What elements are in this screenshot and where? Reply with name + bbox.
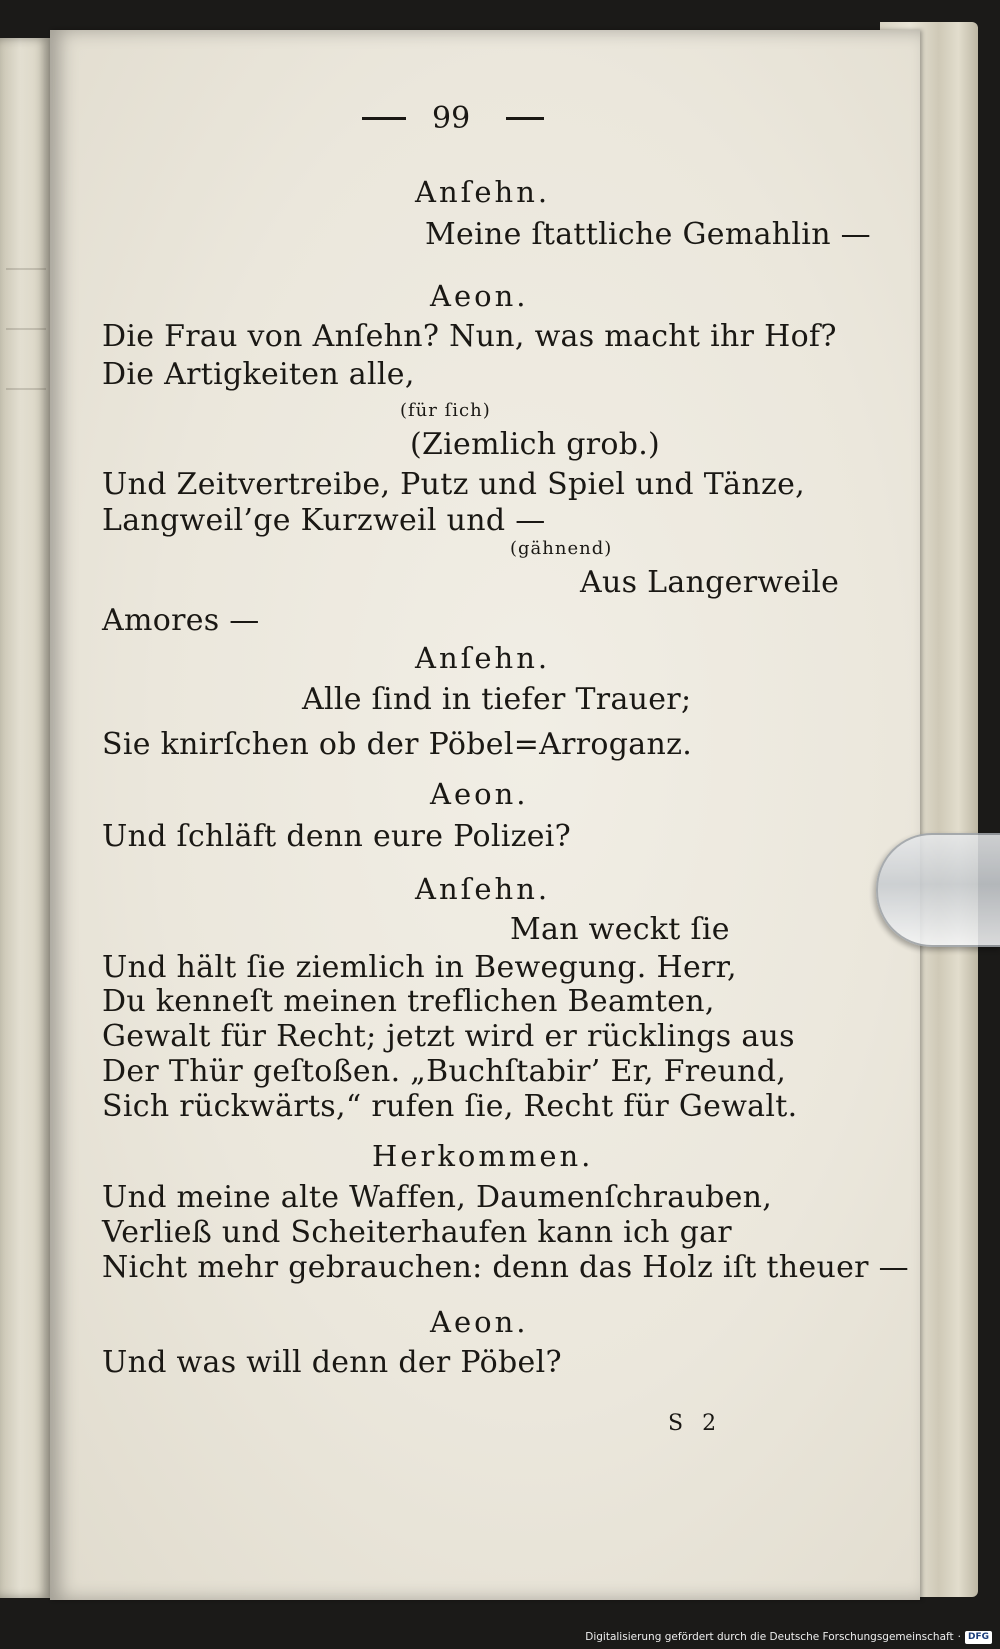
verse-line: Und was will denn der Pöbel? <box>102 1345 562 1380</box>
verse-line: Meine ſtattliche Gemahlin — <box>425 217 871 252</box>
signature-mark: S 2 <box>668 1411 723 1436</box>
verse-line: Du kenneſt meinen treflichen Beamten, <box>102 984 715 1019</box>
verse-line: Aus Langerweile <box>580 565 840 600</box>
verse-line: Man weckt ſie <box>510 912 730 947</box>
speaker-name: Aeon. <box>430 1305 529 1339</box>
book-page <box>50 30 920 1600</box>
digitization-credit <box>585 1629 992 1645</box>
verse-line: Alle ſind in tiefer Trauer; <box>302 682 692 717</box>
dfg-logo: DFG <box>965 1631 992 1644</box>
verse-line: Gewalt für Recht; jetzt wird er rücklings aus <box>102 1019 795 1054</box>
speaker-name: Anſehn. <box>415 641 551 675</box>
page-number: 99 <box>432 101 471 136</box>
left-page-edge <box>0 38 50 1598</box>
bleed-through-mark <box>6 328 46 330</box>
bleed-through-mark <box>6 388 46 390</box>
verse-line: Amores — <box>102 603 260 638</box>
verse-line: Langweil’ge Kurzweil und — <box>102 503 546 538</box>
speaker-name: Anſehn. <box>415 872 551 906</box>
verse-line: Und ſchläft denn eure Polizei? <box>102 819 572 854</box>
speaker-name: Aeon. <box>430 777 529 811</box>
stage-direction: (für ſich) <box>400 400 491 421</box>
bleed-through-mark <box>6 268 46 270</box>
verse-line: Der Thür geſtoßen. „Buchſtabir’ Er, Freund, <box>102 1054 787 1089</box>
verse-line: (Ziemlich grob.) <box>410 427 661 462</box>
verse-line: Und hält ſie ziemlich in Bewegung. Herr, <box>102 950 737 985</box>
credit-text: Digitalisierung gefördert durch die Deutsche Forschungsgemeinschaft <box>585 1631 954 1643</box>
speaker-name: Aeon. <box>430 279 529 313</box>
speaker-name: Anſehn. <box>415 175 551 209</box>
page-clip-tab <box>876 833 1000 947</box>
verse-line: Nicht mehr gebrauchen: denn das Holz iſt theuer — <box>102 1250 909 1285</box>
verse-line: Und meine alte Waffen, Daumenſchrauben, <box>102 1180 773 1215</box>
page-number-rule-right <box>506 117 544 120</box>
page-number-rule-left <box>362 117 406 120</box>
verse-line: Die Artigkeiten alle, <box>102 357 415 392</box>
verse-line: Die Frau von Anſehn? Nun, was macht ihr Hof? <box>102 319 837 354</box>
verse-line: Verließ und Scheiterhaufen kann ich gar <box>102 1215 732 1250</box>
verse-line: Und Zeitvertreibe, Putz und Spiel und Tänze, <box>102 467 805 502</box>
verse-line: Sie knirſchen ob der Pöbel=Arroganz. <box>102 727 693 762</box>
speaker-name: Herkommen. <box>372 1139 594 1173</box>
verse-line: Sich rückwärts,“ rufen ſie, Recht für Gewalt. <box>102 1089 798 1124</box>
stage-direction: (gähnend) <box>510 538 613 559</box>
separator: · <box>957 1631 961 1643</box>
